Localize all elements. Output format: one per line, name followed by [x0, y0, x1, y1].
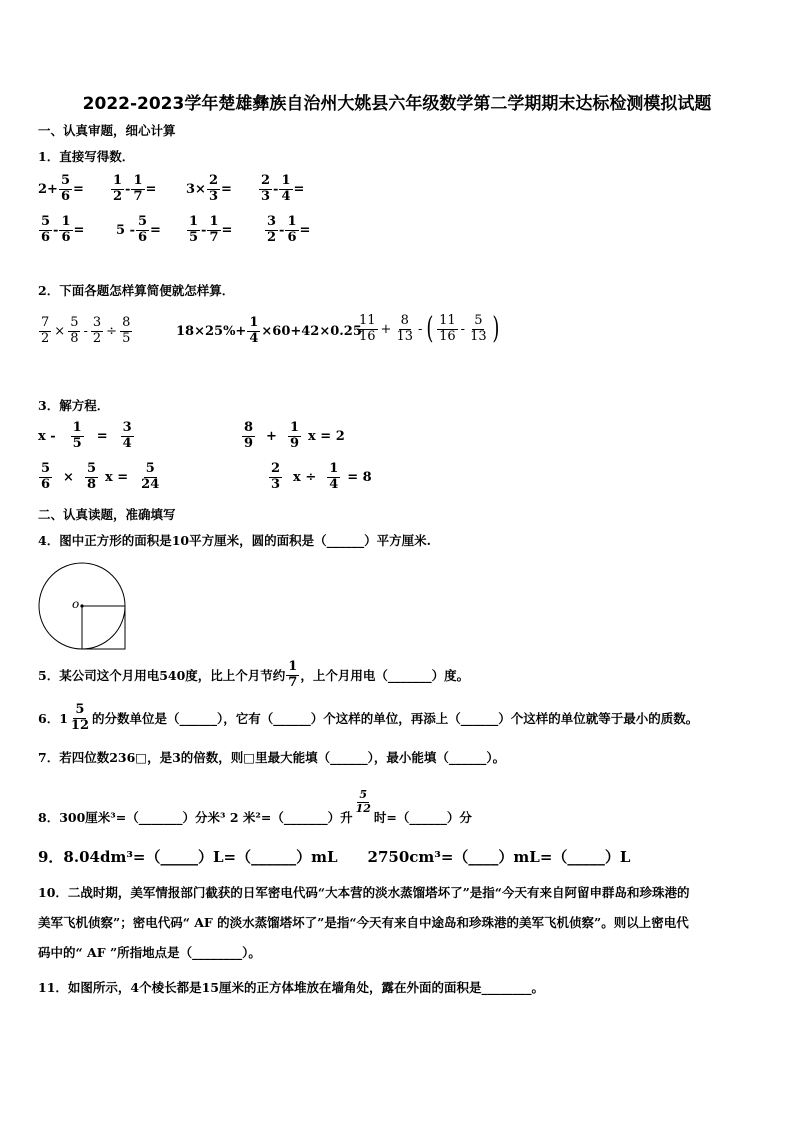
q6-text: 6．1 $\frac{5}{12}$ 的分数单位是（______），它有（______）个这样的单位，再添上（______）个这样的单位就等于最小的质数。 [38, 702, 699, 733]
q2-expr-2: 18×25%+ $\frac{1}{4}$ ×60+42×0.25 [176, 315, 362, 346]
circle-square-figure [36, 560, 128, 652]
q10-line-3: 码中的“ AF ”所指地点是（________）。 [38, 945, 261, 960]
q8-text: 8．300厘米³=（_______）分米³ 2 米²=（_______）升 $\frac{5}{12}$ 时=（______）分 [38, 787, 472, 825]
q1-r1-e1: 2+ $\frac{5}{6}$ = [38, 173, 84, 204]
section-1-heading: 一、认真审题，细心计算 [38, 123, 176, 138]
q3-eq-4: $\frac{2}{3}$ x ÷ $\frac{1}{4}$ = 8 [271, 461, 372, 492]
q1-r2-e4: $\frac{3}{2}$ - $\frac{1}{6}$ = [267, 214, 311, 245]
q3-eq-2: $\frac{8}{9}$ + $\frac{1}{9}$ x = 2 [244, 420, 345, 451]
q3-eq-3: $\frac{5}{6}$ × $\frac{5}{8}$ x = $\frac{5}{24}$ [41, 461, 160, 492]
q2-expr-1: $\frac{7}{2}$ × $\frac{5}{8}$ - $\frac{3}{2}$ ÷ $\frac{8}{5}$ [41, 315, 131, 346]
q11-text: 11．如图所示，4个棱长都是15厘米的正方体堆放在墙角处，露在外面的面积是________。 [38, 980, 544, 995]
q3-label: 3．解方程． [38, 398, 110, 413]
q1-label: 1．直接写得数． [38, 149, 135, 164]
page-title: 2022-2023学年楚雄彝族自治州大姚县六年级数学第二学期期末达标检测模拟试题 [82, 94, 712, 114]
q2-expr-3: $\frac{11}{16}$ + $\frac{8}{13}$ - ( $\frac{11}{16}$ - $\frac{5}{13}$ ) [359, 311, 499, 347]
q1-r2-e1: $\frac{5}{6}$ - $\frac{1}{6}$ = [41, 214, 85, 245]
q2-label: 2．下面各题怎样算简便就怎样算． [38, 283, 235, 298]
q7-text: 7．若四位数236□，是3的倍数，则□里最大能填（______），最小能填（______）。 [38, 750, 506, 765]
q10-line-1: 10．二战时期，美军情报部门截获的日军密电代码“大本营的淡水蒸馏塔坏了”是指“今天有来自阿留申群岛和珍珠港的 [38, 885, 690, 900]
center-point [80, 604, 83, 607]
q1-r2-e3: $\frac{1}{5}$ - $\frac{1}{7}$ = [189, 214, 233, 245]
q5-text: 5．某公司这个月用电540度，比上个月节约 $\frac{1}{7}$ ，上个月用电（_______）度。 [38, 659, 470, 690]
q10-line-2: 美军飞机侦察”；密电代码“ AF 的淡水蒸馏塔坏了”是指“今天有来自中途岛和珍珠港的美军飞机侦察”。则以上密电代 [38, 915, 689, 930]
q4-text: 4．图中正方形的面积是10平方厘米，圆的面积是（______）平方厘米. [38, 533, 431, 548]
q1-r1-e3: 3× $\frac{2}{3}$ = [186, 173, 232, 204]
q9-text: 9．8.04dm³=（_____）L=（______）mL 2750cm³=（____）mL=（_____）L [38, 848, 631, 866]
q1-r2-e2: 5 - $\frac{5}{6}$ = [116, 214, 161, 245]
q1-r1-e4: $\frac{2}{3}$ - $\frac{1}{4}$ = [261, 173, 305, 204]
q1-r1-e2: $\frac{1}{2}$ - $\frac{1}{7}$ = [113, 173, 157, 204]
square-shape [82, 606, 125, 649]
center-label: o [72, 597, 80, 611]
section-2-heading: 二、认真读题，准确填写 [38, 507, 176, 522]
q3-eq-1: x - $\frac{1}{5}$ = $\frac{3}{4}$ [38, 420, 132, 451]
